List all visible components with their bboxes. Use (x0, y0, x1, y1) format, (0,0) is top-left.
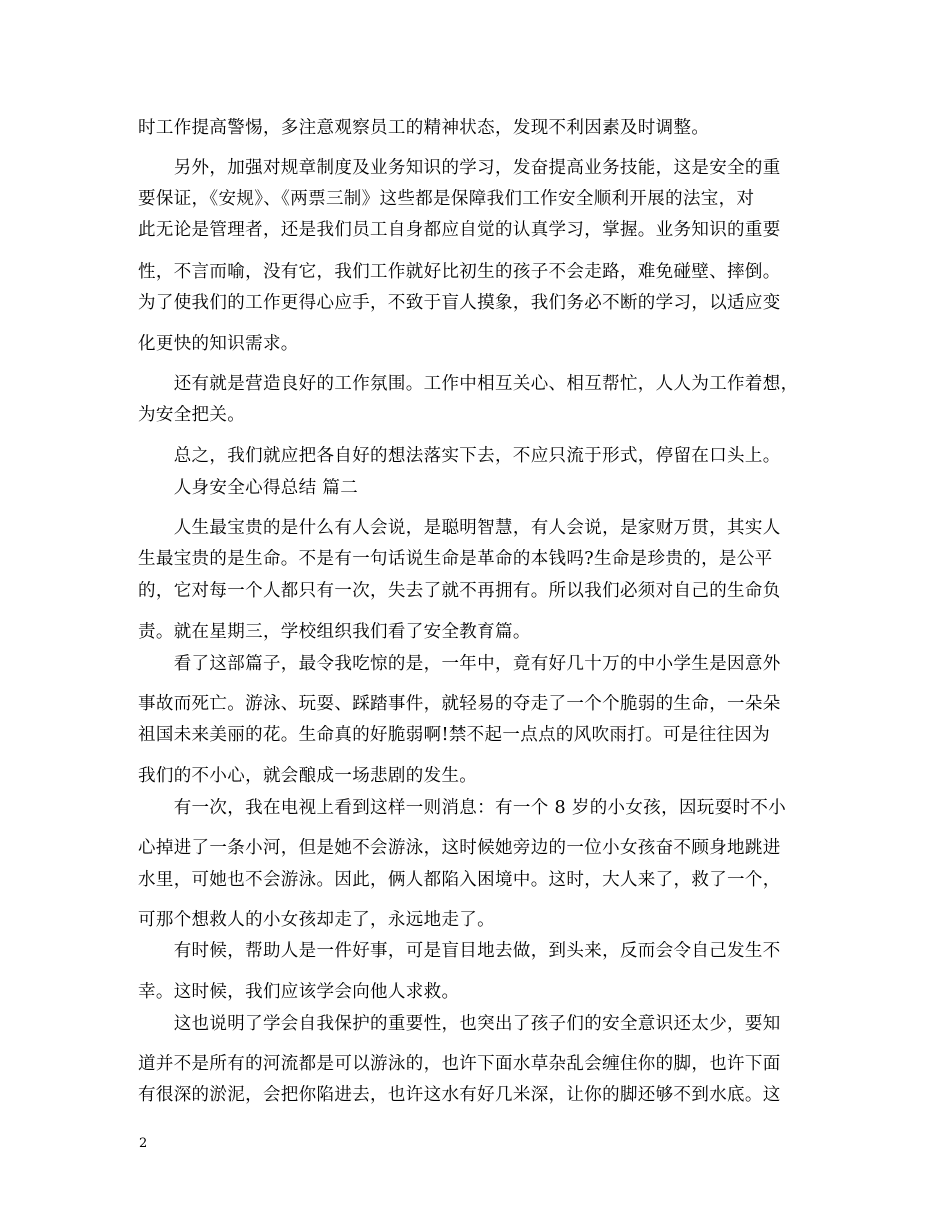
page-number: 2 (139, 1136, 148, 1151)
text-line: 化更快的知识需求。 (138, 334, 299, 354)
section-heading: 人身安全心得总结 篇二 (138, 478, 359, 498)
text-line: 我们的不小心，就会酿成一场悲剧的发生。 (138, 766, 478, 786)
text-line: 责。就在星期三，学校组织我们看了安全教育篇。 (138, 622, 531, 642)
text-line: 性，不言而喻，没有它，我们工作就好比初生的孩子不会走路，难免碰壁、摔倒。 (138, 262, 781, 282)
text-line: 人生最宝贵的是什么有人会说，是聪明智慧，有人会说，是家财万贯，其实人 (138, 518, 781, 538)
text-line: 的，它对每一个人都只有一次，失去了就不再拥有。所以我们必须对自己的生命负 (138, 581, 781, 601)
text-line: 有时候，帮助人是一件好事，可是盲目地去做，到头来，反而会令自己发生不 (138, 941, 781, 961)
text-line: 可那个想救人的小女孩却走了，永远地走了。 (138, 910, 495, 930)
text-line: 还有就是营造良好的工作氛围。工作中相互关心、相互帮忙，人人为工作着想， (138, 374, 799, 394)
text-line: 看了这部篇子，最令我吃惊的是，一年中，竟有好几十万的中小学生是因意外 (138, 654, 781, 674)
text-line: 此无论是管理者，还是我们员工自身都应自觉的认真学习，掌握。业务知识的重要 (138, 220, 781, 240)
text-line: 生最宝贵的是生命。不是有一句话说生命是革命的本钱吗?生命是珍贵的，是公平 (138, 549, 773, 569)
text-line: 道并不是所有的河流都是可以游泳的，也许下面水草杂乱会缠住你的脚，也许下面 (138, 1054, 781, 1074)
text-line: 总之，我们就应把各自好的想法落实下去，不应只流于形式，停留在口头上。 (138, 446, 781, 466)
text-line: 祖国未来美丽的花。生命真的好脆弱啊!禁不起一点点的风吹雨打。可是往往因为 (138, 725, 771, 745)
text-line: 水里，可她也不会游泳。因此，俩人都陷入困境中。这时，大人来了，救了一个， (138, 870, 781, 890)
text-line: 心掉进了一条小河，但是她不会游泳，这时候她旁边的一位小女孩奋不顾身地跳进 (138, 838, 781, 858)
text-line: 有很深的淤泥，会把你陷进去，也许这水有好几米深，让你的脚还够不到水底。这 (138, 1085, 781, 1105)
text-line: 幸。这时候，我们应该学会向他人求救。 (138, 982, 460, 1002)
text-line: 事故而死亡。游泳、玩耍、踩踏事件，就轻易的夺走了一个个脆弱的生命，一朵朵 (138, 694, 781, 714)
text-line: 要保证，《安规》、《两票三制》这些都是保障我们工作安全顺利开展的法宝，对 (138, 189, 755, 209)
text-line: 有一次，我在电视上看到这样一则消息：有一个 8 岁的小女孩，因玩耍时不小 (138, 798, 787, 818)
text-line: 时工作提高警惕，多注意观察员工的精神状态，发现不利因素及时调整。 (138, 118, 710, 138)
text-line: 为了使我们的工作更得心应手，不致于盲人摸象，我们务必不断的学习，以适应变 (138, 293, 781, 313)
text-line: 为安全把关。 (138, 405, 246, 425)
text-line: 这也说明了学会自我保护的重要性，也突出了孩子们的安全意识还太少，要知 (138, 1014, 781, 1034)
text-line: 另外，加强对规章制度及业务知识的学习，发奋提高业务技能，这是安全的重 (138, 158, 781, 178)
